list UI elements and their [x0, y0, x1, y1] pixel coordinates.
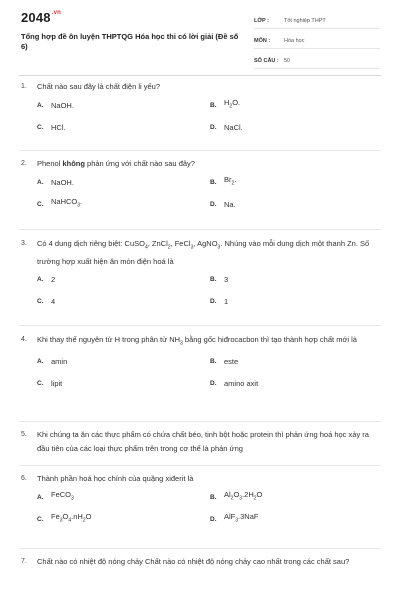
question-stem	[21, 237, 381, 269]
option-letter: D.	[210, 200, 217, 208]
answer-option[interactable]	[37, 116, 210, 138]
question-divider	[19, 229, 381, 230]
question-stem	[21, 80, 381, 94]
option-text: AlF$_3$.3NaF	[224, 512, 259, 524]
meta-value: Tốt nghiệp THPT	[284, 18, 326, 24]
answer-option[interactable]	[210, 193, 383, 215]
option-letter: B.	[210, 493, 217, 501]
answer-option[interactable]	[210, 269, 383, 291]
meta-label: LỚP :	[254, 18, 269, 24]
question-number: 3.	[21, 240, 27, 247]
answer-options	[37, 171, 381, 215]
answer-option[interactable]	[210, 351, 383, 373]
question-divider	[19, 150, 381, 151]
question-stem	[21, 555, 381, 569]
option-text: HCl.	[51, 122, 66, 132]
option-text: $Al_2O_3.2H_2O$	[224, 490, 263, 502]
option-text: 4	[51, 297, 56, 306]
option-letter: A.	[37, 493, 44, 501]
option-text: Na.	[224, 199, 236, 209]
question-number: 5.	[21, 431, 27, 438]
answer-option[interactable]	[210, 171, 383, 193]
answer-option[interactable]	[37, 486, 210, 508]
question-2	[21, 157, 381, 215]
question-text: Khi thay thế nguyên tử H trong phân tử $NH_3$ bằng gốc hiđrocacbon thì tạo thành hợp chất mới là	[37, 335, 357, 347]
option-letter: D.	[210, 298, 217, 305]
question-text: Có 4 dung dịch riêng biệt: CuSO$_4$, ZnCl$_2$, FeCl$_3$, AgNO$_3$. Nhúng vào mỗi dung dịch một thanh Zn. Số trường hợp xuất hiện ăn mòn điện hoá là	[37, 239, 370, 266]
option-letter: C.	[37, 200, 44, 208]
exam-title: Tổng hợp đề ôn luyện THPTQG Hóa học thi có lời giải (Đề số 6)	[21, 32, 239, 51]
option-text: 1	[224, 297, 229, 306]
question-number: 4.	[21, 336, 27, 343]
question-text: Thành phần hoá học chính của quặng xiđerit là	[37, 474, 194, 483]
option-text: $Br_2$.	[224, 175, 237, 187]
option-letter: A.	[37, 358, 44, 365]
question-text: Chất nào có nhiệt độ nóng chảy Chất nào có nhiệt độ nóng chảy cao nhất trong các chất sau?	[37, 557, 350, 566]
answer-option[interactable]	[37, 508, 210, 530]
option-text: $H_2O$.	[224, 98, 241, 110]
option-letter: C.	[37, 515, 44, 523]
option-letter: A.	[37, 276, 44, 283]
answer-option[interactable]	[37, 373, 210, 395]
question-3	[21, 237, 381, 313]
question-stem	[21, 428, 381, 456]
meta-row-count	[254, 54, 380, 69]
meta-value: Hóa học	[284, 38, 305, 44]
option-letter: C.	[37, 380, 44, 387]
option-letter: B.	[210, 178, 217, 186]
site-logo[interactable]	[21, 10, 61, 25]
question-number: 7.	[21, 558, 27, 565]
question-divider	[19, 325, 381, 326]
question-1	[21, 80, 381, 138]
option-text: NaOH.	[51, 100, 74, 110]
option-letter: C.	[37, 298, 44, 305]
answer-option[interactable]	[210, 94, 383, 116]
question-divider	[19, 465, 381, 466]
answer-options	[37, 269, 381, 313]
question-stem	[21, 472, 381, 486]
answer-options	[37, 94, 381, 138]
option-text: $Fe_3O_4.nH_2O$	[51, 512, 92, 524]
question-number: 2.	[21, 160, 27, 167]
question-divider	[19, 548, 381, 549]
question-5	[21, 428, 381, 456]
option-text: FeCO$_3$	[51, 490, 74, 502]
option-letter: B.	[210, 101, 217, 109]
meta-row-class	[254, 14, 380, 29]
answer-option[interactable]	[37, 291, 210, 313]
option-text: NaOH.	[51, 177, 74, 187]
meta-row-subject	[254, 34, 380, 49]
answer-option[interactable]	[37, 94, 210, 116]
option-text: este	[224, 357, 239, 366]
question-stem	[21, 157, 381, 171]
question-number: 1.	[21, 83, 27, 90]
answer-option[interactable]	[210, 116, 383, 138]
question-text: Khi chúng ta ăn các thực phẩm có chứa chất béo, tinh bột hoặc protein thì phản ứng hoá học xảy ra đầu tiên của các loại thực phẩm trên trong cơ thể là phản ứng	[37, 430, 369, 453]
answer-option[interactable]	[37, 269, 210, 291]
option-text: NaHCO$_3$.	[51, 197, 83, 209]
option-letter: C.	[37, 123, 44, 131]
option-letter: B.	[210, 358, 217, 365]
question-divider	[19, 421, 381, 422]
answer-option[interactable]	[37, 351, 210, 373]
option-letter: D.	[210, 123, 217, 131]
option-letter: A.	[37, 101, 44, 109]
option-text: 3	[224, 275, 229, 284]
answer-options	[37, 486, 381, 530]
question-6	[21, 472, 381, 530]
option-letter: B.	[210, 276, 217, 283]
meta-label: SỐ CÂU :	[254, 58, 279, 64]
option-letter: A.	[37, 178, 44, 186]
option-letter: D.	[210, 380, 217, 387]
answer-option[interactable]	[210, 508, 383, 530]
logo-suffix: .vn	[51, 10, 62, 16]
question-text: Phenol không phản ứng với chất nào sau đây?	[37, 159, 195, 168]
option-text: 2	[51, 275, 56, 284]
question-stem	[21, 333, 381, 351]
answer-option[interactable]	[37, 193, 210, 215]
option-text: lipit	[51, 379, 63, 388]
answer-option[interactable]	[210, 486, 383, 508]
answer-options	[37, 351, 381, 395]
question-7	[21, 555, 381, 569]
answer-option[interactable]	[37, 171, 210, 193]
option-text: amin	[51, 357, 68, 366]
answer-option[interactable]	[210, 373, 383, 395]
logo-text: 2048	[21, 10, 51, 25]
page-header	[0, 0, 400, 76]
meta-label: MÔN :	[254, 38, 271, 44]
option-text: amino axit	[224, 379, 259, 388]
question-number: 6.	[21, 475, 27, 482]
meta-value: 50	[284, 58, 291, 64]
option-letter: D.	[210, 515, 217, 523]
question-text: Chất nào sau đây là chất điện li yếu?	[37, 82, 160, 91]
question-4	[21, 333, 381, 395]
answer-option[interactable]	[210, 291, 383, 313]
option-text: NaCl.	[224, 122, 243, 132]
header-divider	[19, 75, 381, 76]
exam-meta	[254, 14, 380, 74]
